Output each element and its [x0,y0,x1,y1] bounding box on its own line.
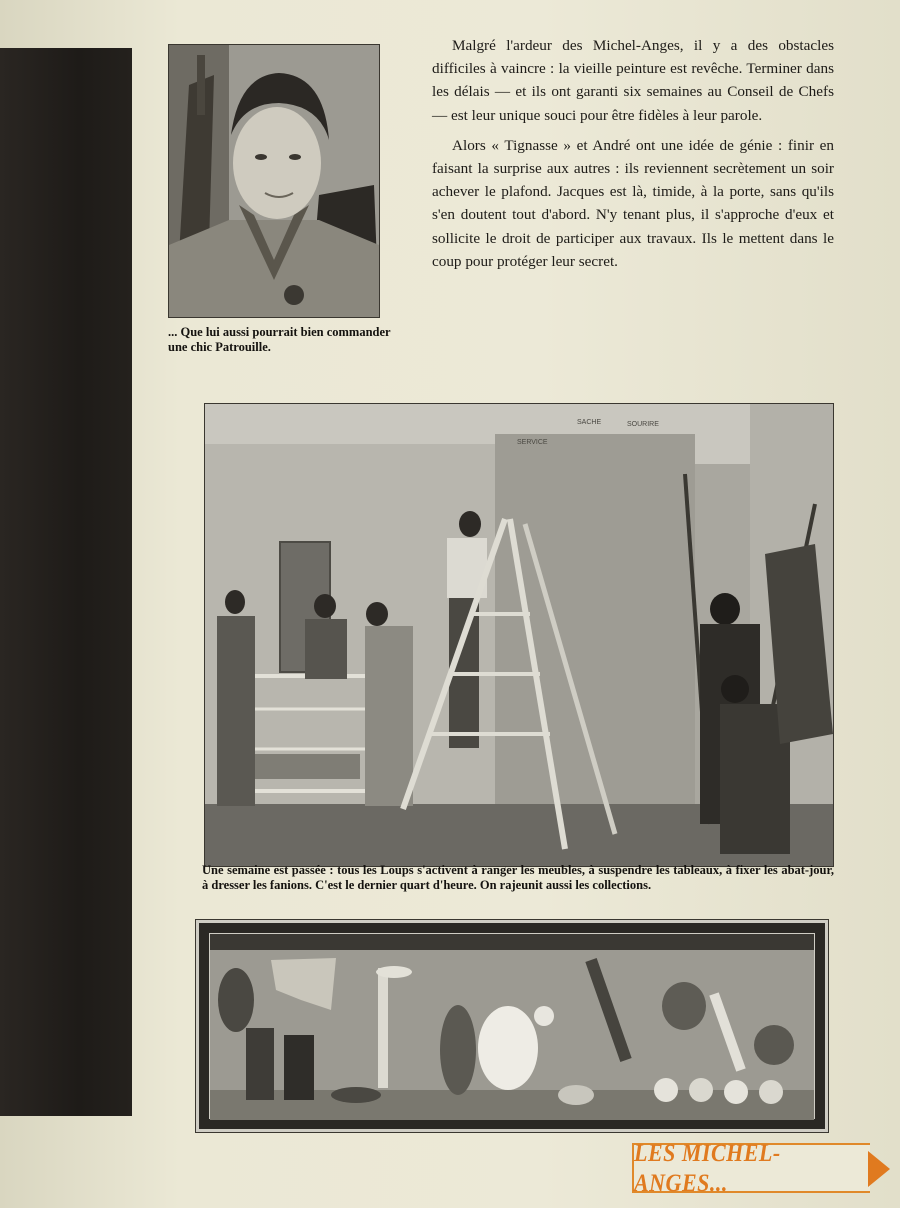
wall-word: SERVICE [517,439,548,446]
article-text [432,34,834,280]
wall-word: SOURIRE [627,421,659,428]
article-paragraph: Alors « Tignasse » et André ont une idée de génie : finir en faisant la surprise aux autres : ils reviennent secrètement un soir achever le plafond. Jacques est là, timide, à la porte, sans qu'ils s'en doutent tout d'abord. N'y tenant plus, il s'approche d'eux et sollicite le droit de participer aux travaux. Ils le mettent dans le coup pour protéger leur secret. [432,136,834,270]
portrait-caption: ... Que lui aussi pourrait bien commander une chic Patrouille. [168,325,391,354]
collection-photo [196,920,828,1132]
wall-word: SACHE [577,419,602,426]
section-banner [632,1138,870,1197]
article-paragraph: Malgré l'ardeur des Michel-Anges, il y a des obstacles difficiles à vaincre : la vieille peinture est revêche. Terminer dans les délais — et ils ont garanti six semaines au Conseil de Chefs — est leur unique souci pour être fidèles à leur parole. [432,37,834,124]
portrait-photo [169,45,379,317]
banner-label: LES MICHEL-ANGES... [634,1138,781,1197]
room-caption: Une semaine est passée : tous les Loups s'activent à ranger les meubles, à suspendre les tableaux, à fixer les abat-jour, à dresser les fanions. C'est le dernier quart d'heure. On rajeunit aussi les collections. [202,863,834,892]
dark-side-band [0,48,132,1116]
room-photo [205,404,833,866]
banner-arrow-icon [868,1151,890,1187]
